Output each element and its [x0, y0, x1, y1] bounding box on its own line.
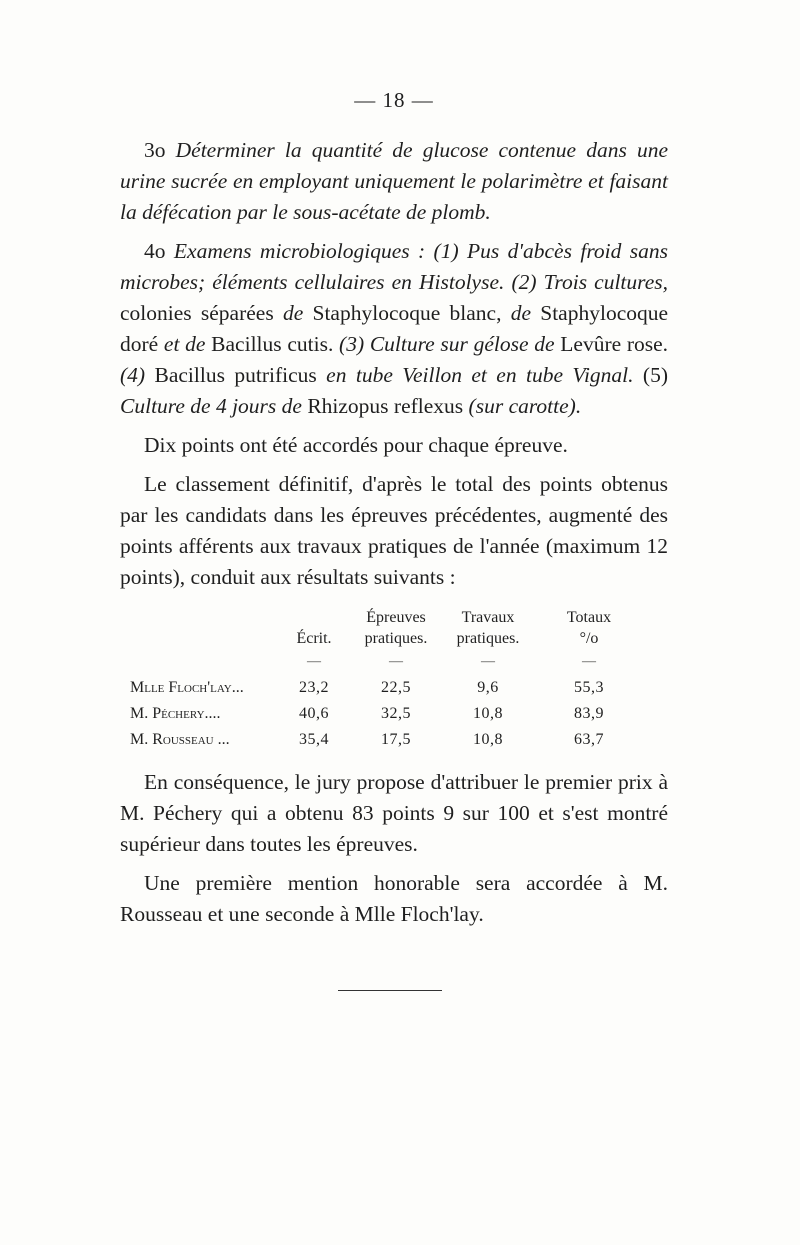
item-4-text-2: colonies séparées — [120, 301, 274, 325]
row-travaux: 10,8 — [473, 705, 503, 722]
header-name-empty — [130, 607, 278, 628]
header-ecrit-top — [278, 607, 350, 628]
dash-totaux: — — [582, 654, 596, 669]
item-4-text-6: Staphylocoque doré — [120, 301, 669, 356]
table-header-row-1 — [130, 607, 644, 628]
table-row — [130, 727, 644, 753]
item-4-text-8: Bacillus cutis. — [211, 332, 334, 356]
item-4-text-13: en tube Veillon et en tube Vignal. — [326, 363, 634, 387]
header-epreuves-bottom: pratiques. — [364, 630, 428, 647]
row-name: M. Rousseau ... — [130, 731, 230, 748]
dash-travaux: — — [481, 654, 495, 669]
item-4-text-11: (4) — [120, 363, 146, 387]
item-4-text-10: Levûre rose. — [560, 332, 669, 356]
item-4-text-3: de — [282, 301, 304, 325]
header-ecrit: Écrit. — [296, 630, 332, 647]
item-4-text-9: (3) Culture sur gélose de — [339, 332, 555, 356]
item-4-number: 4o — [144, 239, 166, 263]
paragraph-points: Dix points ont été accordés pour chaque épreuve. — [144, 433, 568, 457]
paragraph-mention: Une première mention honorable sera accordée à M. Rousseau et une seconde à Mlle Floch'lay. — [120, 871, 668, 926]
paragraph-consequence: En conséquence, le jury propose d'attribuer le premier prix à M. Péchery qui a obtenu 83 points 9 sur 100 et s'est montré supérieur dans toutes les épreuves. — [120, 770, 668, 856]
paragraph-classement: Le classement définitif, d'après le total des points obtenus par les candidats dans les épreuves précédentes, augmenté des points afférents aux travaux pratiques de l'année (maximum 12 points), conduit aux résultats suivants : — [120, 472, 668, 589]
item-4-text-15: Culture de 4 jours de — [120, 394, 302, 418]
dash-ecrit: — — [307, 654, 321, 669]
header-dash-row — [130, 649, 644, 675]
item-3-number: 3o — [144, 138, 166, 162]
row-epreuves: 22,5 — [381, 679, 411, 696]
header-totaux-top: Totaux — [566, 609, 612, 626]
item-3-text: Déterminer la quantité de glucose contenue dans une urine sucrée en employant uniquement le polarimètre et faisant la défécation par le sous-acétate de plomb. — [120, 138, 669, 224]
item-4-text-5: de — [510, 301, 531, 325]
item-4-text-12: Bacillus putrificus — [154, 363, 317, 387]
header-epreuves-top: Épreuves — [366, 609, 426, 626]
row-epreuves: 17,5 — [381, 731, 411, 748]
row-ecrit: 40,6 — [299, 705, 329, 722]
results-table — [130, 607, 644, 753]
table-header-row-2 — [130, 628, 644, 649]
row-travaux: 9,6 — [477, 679, 499, 696]
item-4-text-7: et de — [163, 332, 206, 356]
row-ecrit: 23,2 — [299, 679, 329, 696]
row-totaux: 83,9 — [574, 705, 604, 722]
paragraph-item-4 — [120, 236, 668, 422]
document-page — [120, 88, 668, 938]
page-number: — 18 — — [354, 88, 434, 112]
row-totaux: 63,7 — [574, 731, 604, 748]
header-totaux-bottom: °/o — [579, 630, 599, 647]
end-rule — [338, 990, 442, 991]
row-epreuves: 32,5 — [381, 705, 411, 722]
row-name: M. Péchery.... — [130, 705, 221, 722]
paragraph-item-3 — [120, 135, 668, 228]
item-4-text-4: Staphylocoque blanc, — [312, 301, 502, 325]
item-4-text-17: (sur carotte). — [468, 394, 582, 418]
item-4-text-1: Examens microbiologiques : (1) Pus d'abcès froid sans microbes; éléments cellulaires en Histolyse. (2) Trois cultures, — [120, 239, 669, 294]
row-totaux: 55,3 — [574, 679, 604, 696]
item-4-text-16: Rhizopus reflexus — [307, 394, 464, 418]
row-ecrit: 35,4 — [299, 731, 329, 748]
dash-epreuves: — — [389, 654, 403, 669]
row-travaux: 10,8 — [473, 731, 503, 748]
table-row — [130, 701, 644, 727]
header-travaux-bottom: pratiques. — [456, 630, 520, 647]
item-4-text-14: (5) — [642, 363, 668, 387]
row-name: Mlle Floch'lay... — [130, 679, 244, 696]
header-travaux-top: Travaux — [461, 609, 515, 626]
table-row — [130, 675, 644, 701]
